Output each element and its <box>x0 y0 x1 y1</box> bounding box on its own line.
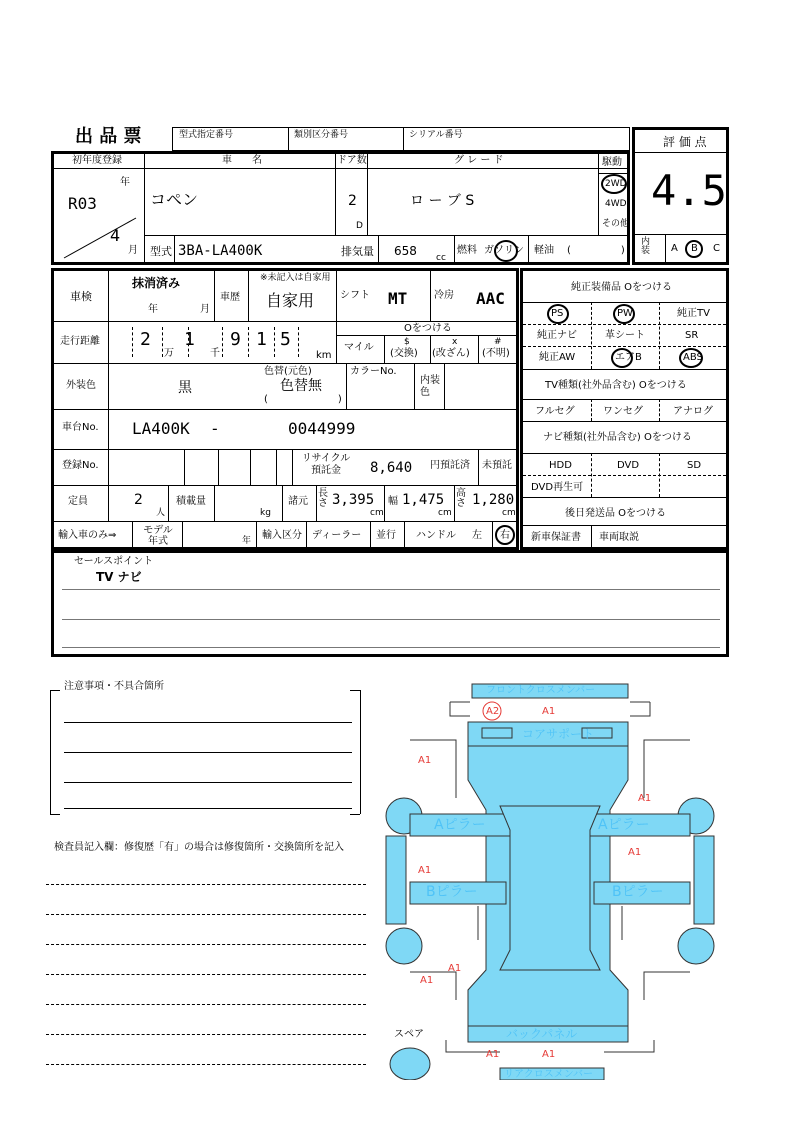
navi-hdd: HDD <box>549 460 572 471</box>
equip-navi: 純正ナビ <box>537 330 577 341</box>
length-unit: cm <box>370 508 384 518</box>
color-no-label: カラーNo. <box>350 366 397 377</box>
exterior-value: 黒 <box>178 380 192 396</box>
interior-c: C <box>713 243 720 254</box>
width-label: 幅 <box>388 496 398 507</box>
score-box <box>632 127 729 265</box>
grade-label: グ レ ー ド <box>454 155 504 166</box>
equip-airbag-circle <box>611 348 633 368</box>
model-year-unit: 年 <box>242 536 252 546</box>
repaint-paren: ( ) <box>264 394 342 405</box>
inspection-block <box>51 268 519 550</box>
equip-abs: ABS <box>683 352 703 363</box>
chassis-label: 車台No. <box>62 422 99 433</box>
roof-shape <box>500 806 600 970</box>
caution-area <box>50 681 370 820</box>
model-year-label: モデル年式 <box>143 525 173 547</box>
height-label: 高さ <box>456 488 466 509</box>
first-reg-era: R03 <box>68 194 97 213</box>
id-number-row <box>172 127 630 151</box>
shaken-year: 年 <box>148 304 158 315</box>
model-code-label: 型式指定番号 <box>179 130 234 140</box>
drive-other: その他 <box>602 219 630 229</box>
rear-left-wheel <box>386 928 422 964</box>
equip-ps-circle <box>547 304 569 324</box>
serial-label: シリアル番号 <box>409 130 463 140</box>
shaken-month: 月 <box>200 304 210 315</box>
sales-label: セールスポイント <box>74 556 154 567</box>
shift-value: MT <box>388 289 408 308</box>
grade-value: ロ ー ブ S <box>410 193 475 209</box>
doors-value: 2 <box>348 193 357 209</box>
mark-a1-rear-right: A1 <box>542 1049 556 1060</box>
interior-color-label: 内装色 <box>420 375 440 398</box>
chassis-number: 0044999 <box>288 419 356 438</box>
mark-a2-front: A2 <box>486 706 500 717</box>
month-unit: 月 <box>128 245 138 256</box>
tv-analog: アナログ <box>673 406 713 417</box>
navi-sd: SD <box>687 460 702 471</box>
b-pillar-left-label: Bピラー <box>426 884 478 900</box>
a-pillar-left-label: Aピラー <box>434 817 486 833</box>
tv-title: TV種類(社外品含む) Oをつける <box>545 380 687 391</box>
equipment-block <box>520 268 729 550</box>
history-label: 車歴 <box>220 292 240 303</box>
repaint-value: 色替無 <box>280 378 322 394</box>
left-side-bar <box>386 836 406 924</box>
form-title: 出 品 票 <box>75 126 142 147</box>
mileage-label: 走行距離 <box>60 336 100 347</box>
equip-pw: PW <box>617 308 633 319</box>
handle-label: ハンドル <box>416 530 456 541</box>
reg-label: 登録No. <box>62 460 99 471</box>
after-manual: 車両取説 <box>599 532 639 543</box>
width-value: 1,475 <box>402 492 445 508</box>
fuel-diesel: 軽油 <box>534 245 554 256</box>
a-pillar-right-label: Aピラー <box>598 817 650 833</box>
fuel-label: 燃料 <box>457 245 477 256</box>
sales-point-block <box>51 550 729 657</box>
equip-aw: 純正AW <box>539 352 576 363</box>
dealer-option: ディーラー <box>312 530 362 541</box>
first-reg-month: 4 <box>110 226 121 245</box>
mark-a1-rear-left: A1 <box>486 1049 500 1060</box>
mark-a1-left-mid: A1 <box>418 865 432 876</box>
import-label: 輸入車のみ⇒ <box>58 530 117 541</box>
load-unit: kg <box>260 508 271 518</box>
capacity-label: 定員 <box>68 496 88 507</box>
front-cross-label: フロントクロスメンバー <box>486 685 596 696</box>
mileage-digit-2: 1 <box>184 329 195 350</box>
car-name-value: コペン <box>150 190 199 209</box>
drive-2wd-circle <box>601 174 627 194</box>
score-value: 4.5 <box>651 166 727 215</box>
car-diagram <box>380 680 720 1080</box>
o-label: Oをつける <box>404 323 452 334</box>
equipment-title: 純正装備品 Oをつける <box>571 282 673 293</box>
recycle-value: 8,640 <box>370 460 413 476</box>
inspector-label: 検査員記入欄：修復歴「有」の場合は修復箇所・交換箇所を記入 <box>54 842 344 853</box>
displacement-value: 658 <box>394 244 417 258</box>
vehicle-info-block <box>51 151 630 265</box>
equip-leather: 革シート <box>605 330 645 341</box>
displacement-label: 排気量 <box>341 245 374 258</box>
chassis-prefix: LA400K <box>132 419 190 438</box>
exchange-symbol: $ <box>404 337 410 347</box>
first-reg-label: 初年度登録 <box>72 155 122 166</box>
history-note: ※未記入は自家用 <box>260 273 331 283</box>
equip-tv: 純正TV <box>677 308 710 319</box>
back-panel-label: バックパネル <box>506 1027 578 1041</box>
length-label: 長さ <box>318 488 328 509</box>
after-warranty: 新車保証書 <box>531 532 581 543</box>
mileage-digit-5: 5 <box>280 329 291 350</box>
fuel-gasoline-circle <box>494 240 518 262</box>
drive-label: 駆動 <box>602 157 622 168</box>
dvd-playback: DVD再生可 <box>531 482 584 493</box>
rear-right-wheel <box>678 928 714 964</box>
handle-right: 右 <box>500 530 510 541</box>
type-label: 型式 <box>150 245 172 258</box>
sen-unit: 千 <box>210 348 220 359</box>
type-value: 3BA-LA400K <box>178 243 263 259</box>
fuel-paren: ( ) <box>567 245 625 256</box>
shaken-label: 車検 <box>70 290 92 303</box>
sales-text: TV ナビ <box>96 570 142 584</box>
interior-label: 内装 <box>641 237 651 256</box>
shaken-value: 抹消済み <box>132 276 181 290</box>
repaint-label: 色替(元色) <box>264 366 312 377</box>
mile-label: マイル <box>344 342 374 353</box>
chassis-dash: - <box>210 419 220 438</box>
mark-a1-front: A1 <box>542 706 556 717</box>
tv-fullseg: フルセグ <box>535 406 575 417</box>
width-unit: cm <box>438 508 452 518</box>
cc-unit: cc <box>436 253 446 263</box>
capacity-unit: 人 <box>156 508 166 518</box>
mark-a1-left-rear2: A1 <box>420 975 434 986</box>
year-unit: 年 <box>120 177 130 188</box>
category-label: 類別区分番号 <box>294 130 349 140</box>
handle-left: 左 <box>472 530 482 541</box>
drive-4wd: 4WD <box>605 199 627 209</box>
dims-label: 諸元 <box>288 496 308 507</box>
navi-title: ナビ種類(社外品含む) Oをつける <box>543 432 692 443</box>
exchange-label: (交換) <box>390 348 418 359</box>
unknown-symbol: # <box>494 337 502 347</box>
mileage-digit-4: 1 <box>256 329 267 350</box>
after-title: 後日発送品 Oをつける <box>565 508 667 519</box>
km-unit: km <box>316 350 332 361</box>
spare-tire-shape <box>390 1048 430 1080</box>
equip-pw-circle <box>613 304 635 324</box>
spare-label: スペア <box>394 1029 424 1040</box>
doors-label: ドア数 <box>337 155 367 166</box>
interior-a: A <box>671 243 678 254</box>
interior-b: B <box>691 243 698 254</box>
score-label: 評 価 点 <box>663 135 707 149</box>
recycle-paid: 円預託済 <box>430 460 470 471</box>
mark-a1-left-rear: A1 <box>448 963 462 974</box>
mark-a1-left-front: A1 <box>418 755 432 766</box>
equip-abs-circle <box>679 348 703 368</box>
recycle-not-paid: 未預託 <box>482 460 512 471</box>
navi-dvd: DVD <box>617 460 640 471</box>
interior-b-circle <box>685 240 703 258</box>
b-pillar-right-label: Bピラー <box>612 884 664 900</box>
ac-label: 冷房 <box>434 290 454 301</box>
shift-label: シフト <box>340 290 370 301</box>
core-support-label: コアサポート <box>522 727 595 741</box>
unknown-label: (不明) <box>482 348 510 359</box>
car-name-label: 車 名 <box>222 155 262 166</box>
inspector-lines <box>46 870 368 1070</box>
equip-sr: SR <box>685 330 699 341</box>
history-value: 自家用 <box>266 291 315 310</box>
import-type-label: 輸入区分 <box>262 530 302 541</box>
right-side-bar <box>694 836 714 924</box>
parallel-option: 並行 <box>376 530 396 541</box>
mark-a1-right-mid: A1 <box>628 847 642 858</box>
mileage-digit-3: 9 <box>230 329 241 350</box>
load-label: 積載量 <box>176 496 206 507</box>
doors-d: D <box>356 221 363 231</box>
fuel-gasoline: ガソリン <box>484 245 524 256</box>
man-unit: 万 <box>164 348 174 359</box>
length-value: 3,395 <box>332 492 375 508</box>
recycle-label: リサイクル預託金 <box>301 453 351 476</box>
modified-symbol: x <box>452 337 458 347</box>
handle-right-circle <box>495 525 515 545</box>
drive-2wd: 2WD <box>605 179 627 189</box>
capacity-value: 2 <box>134 492 143 508</box>
height-unit: cm <box>502 508 516 518</box>
height-value: 1,280 <box>472 492 515 508</box>
rear-cross-label: リアクロスメンバー <box>504 1069 593 1080</box>
exterior-label: 外装色 <box>66 380 96 391</box>
mark-a1-right-front: A1 <box>638 793 652 804</box>
caution-label: 注意事項・不具合箇所 <box>64 681 164 692</box>
mileage-digit-1: 2 <box>140 329 151 350</box>
ac-value: AAC <box>476 289 505 308</box>
tv-oneseg: ワンセグ <box>603 406 643 417</box>
equip-ps: PS <box>551 308 564 319</box>
equip-airbag: エアB <box>615 352 642 363</box>
modified-label: (改ざん) <box>432 348 470 359</box>
